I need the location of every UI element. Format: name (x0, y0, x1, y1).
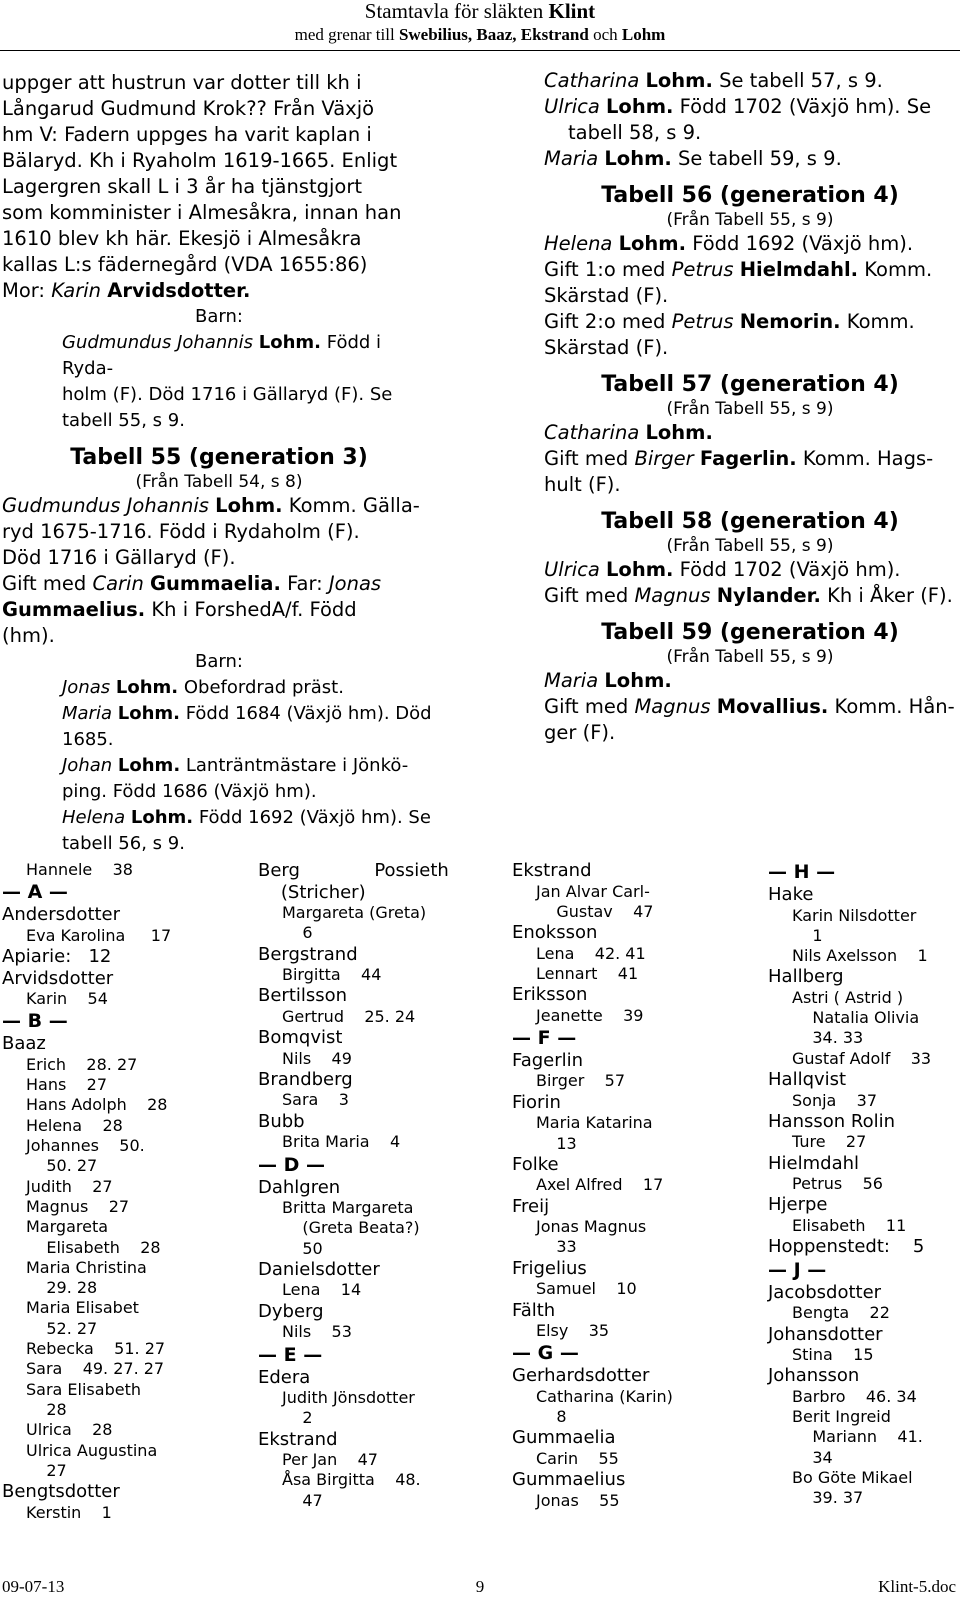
footer-filename: Klint-5.doc (878, 1577, 956, 1596)
index-given-name: Lennart 41 (536, 963, 639, 983)
marriage-line-cont: Gummaelius. Kh i ForshedA/f. Född (2, 598, 357, 621)
marriage-line-cont: Skärstad (F). (544, 284, 669, 307)
index-given-name: Elsy 35 (536, 1321, 610, 1341)
index-letter-heading: — F — (512, 1026, 577, 1049)
index-given-name: Jan Alvar Carl- (536, 881, 650, 901)
index-surname: Apiarie: 12 (2, 946, 112, 968)
index-given-name: 39. 37 (792, 1488, 864, 1508)
marriage-line: Gift med Carin Gummaelia. Far: Jonas (2, 572, 382, 595)
index-surname: Danielsdotter (258, 1258, 380, 1280)
marriage-line-cont: (hm). (2, 624, 55, 647)
text-column-right (544, 68, 956, 746)
index-surname: Brandberg (258, 1068, 353, 1090)
table-56-person: Helena Lohm. Född 1692 (Växjö hm). (544, 232, 914, 255)
index-surname: Hake (768, 884, 814, 905)
index-given-name: Åsa Birgitta 48. (282, 1470, 421, 1490)
text-column-left (2, 70, 436, 857)
index-given-name: 27 (26, 1460, 67, 1480)
index-surname: Edera (258, 1366, 311, 1388)
index-surname: Frigelius (512, 1257, 587, 1279)
index-surname: Eriksson (512, 984, 588, 1006)
index-letter-heading: — E — (258, 1343, 323, 1366)
index-given-name: Margareta (Greta) (282, 903, 427, 922)
marriage-line: Gift med Magnus Movallius. Komm. Hån- (544, 695, 955, 718)
index-given-name: Erich 28. 27 (26, 1054, 138, 1074)
index-surname: Enoksson (512, 922, 598, 944)
index-given-name: Catharina (Karin) (536, 1386, 673, 1406)
table-59-person: Maria Lohm. (544, 669, 672, 692)
intro-line: Bälaryd. Kh i Ryaholm 1619-1665. Enligt (2, 149, 398, 172)
index-given-name: Per Jan 47 (282, 1450, 378, 1470)
index-surname: Bengtsdotter (2, 1481, 120, 1503)
table-57-person: Catharina Lohm. (544, 421, 713, 444)
index-surname: Gummaelia (512, 1427, 616, 1449)
index-given-name: Ulrica 28 (26, 1420, 113, 1440)
index-given-name: 33 (536, 1237, 577, 1257)
index-given-name: Judith 27 (26, 1176, 113, 1196)
index-surname: Gummaelius (512, 1469, 626, 1491)
child-entry-cont: tabell 55, s 9. (62, 410, 185, 431)
index-given-name: Elisabeth 28 (26, 1237, 161, 1257)
index-surname: Baaz (2, 1033, 46, 1055)
index-given-name: Mariann 41. (792, 1427, 923, 1447)
index-surname: Freij (512, 1195, 550, 1217)
index-given-name: Berit Ingreid (792, 1407, 891, 1427)
index-given-name: Jeanette 39 (536, 1005, 644, 1025)
index-given-name: Sara 3 (282, 1090, 349, 1110)
index-surname: Bubb (258, 1110, 305, 1132)
index-given-name: Maria Elisabet (26, 1298, 139, 1318)
child-entry-cont: tabell 56, s 9. (62, 833, 185, 854)
index-column-2 (258, 860, 488, 1511)
index-surname: (Stricher) (258, 881, 366, 903)
footer-page-number: 9 (475, 1577, 485, 1596)
marriage-line-cont: hult (F). (544, 473, 621, 496)
child-entry: Maria Lohm. Född 1684 (Växjö hm). Död (62, 703, 432, 724)
marriage-line-cont: Skärstad (F). (544, 336, 669, 359)
index-given-name: 29. 28 (26, 1278, 98, 1298)
index-given-name: Margareta (26, 1217, 109, 1237)
index-given-name: Stina 15 (792, 1345, 874, 1365)
index-surname: Folke (512, 1153, 559, 1175)
index-given-name: 34 (792, 1447, 833, 1467)
index-given-name: Nils Axelsson 1 (792, 946, 928, 966)
index-given-name: Judith Jönsdotter (282, 1388, 415, 1408)
index-given-name: 28 (26, 1399, 67, 1419)
index-surname: Hoppenstedt: 5 (768, 1236, 925, 1258)
index-given-name: Gustav 47 (536, 901, 654, 921)
index-given-name: Sara Elisabeth (26, 1379, 141, 1399)
index-surname: Hallberg (768, 966, 844, 988)
child-entry-cont: ping. Född 1686 (Växjö hm). (62, 781, 317, 802)
marriage-line-cont: ger (F). (544, 721, 616, 744)
intro-line: som komminister i Almesåkra, innan han (2, 201, 402, 224)
index-surname: Johansson (768, 1365, 860, 1387)
index-letter-heading: — D — (258, 1153, 326, 1176)
index-column-4 (768, 860, 960, 1509)
index-given-name: Samuel 10 (536, 1279, 637, 1299)
index-given-name: Rebecka 51. 27 (26, 1339, 166, 1359)
child-entry-cont: 1685. (62, 729, 114, 750)
index-surname: Ekstrand (512, 860, 592, 881)
intro-line: Lagergren skall L i 3 år ha tjänstgjort (2, 175, 362, 198)
intro-line: kallas L:s fädernegård (VDA 1655:86) (2, 253, 368, 276)
footer-date: 09-07-13 (2, 1577, 65, 1596)
index-surname: Fiorin (512, 1091, 561, 1113)
child-entry: Catharina Lohm. Se tabell 57, s 9. (544, 69, 883, 92)
index-given-name: Ulrica Augustina (26, 1440, 158, 1460)
index-column-1 (2, 860, 242, 1523)
index-surname: Jacobsdotter (768, 1281, 882, 1303)
index-given-name: Ture 27 (792, 1132, 867, 1152)
mother-line: Mor: Karin Arvidsdotter. (2, 279, 251, 302)
index-given-name: Bengta 22 (792, 1303, 890, 1323)
index-surname: Ekstrand (258, 1428, 338, 1450)
index-given-name: 2 (282, 1408, 313, 1428)
index-letter-heading: — G — (512, 1342, 579, 1365)
index-given-name: 6 (282, 923, 313, 943)
index-letter-heading: — J — (768, 1258, 827, 1281)
index-given-name: Nils 49 (282, 1048, 352, 1068)
index-given-name: Sara 49. 27. 27 (26, 1359, 165, 1379)
child-entry: Helena Lohm. Född 1692 (Växjö hm). Se (62, 807, 431, 828)
index-given-name: Brita Maria 4 (282, 1132, 401, 1152)
index-surname: Johansdotter (768, 1323, 883, 1345)
intro-line: 1610 blev kh här. Ekesjö i Almesåkra (2, 227, 362, 250)
table-55-title: Tabell 55 (generation 3) (70, 445, 368, 470)
index-given-name: 50. 27 (26, 1156, 98, 1176)
child-entry: Ulrica Lohm. Född 1702 (Växjö hm). Se (544, 95, 932, 118)
table-58-title: Tabell 58 (generation 4) (601, 509, 899, 534)
marriage-line: Gift 2:o med Petrus Nemorin. Komm. (544, 310, 915, 333)
index-given-name: Kerstin 1 (26, 1502, 112, 1522)
index-given-name: Birger 57 (536, 1071, 625, 1091)
index-given-name: Lena 42. 41 (536, 943, 646, 963)
index-given-name: Gertrud 25. 24 (282, 1006, 416, 1026)
table-55-subtitle: (Från Tabell 54, s 8) (135, 472, 303, 492)
index-given-name: Sonja 37 (792, 1090, 878, 1110)
index-given-name: Karin 54 (26, 989, 108, 1009)
index-letter-heading: — B — (2, 1010, 68, 1033)
index-letter-heading: — A — (2, 881, 68, 904)
header-subtitle: med grenar till Swebilius, Baaz, Ekstrand och Lohm (294, 25, 666, 44)
index-given-name: 47 (282, 1490, 323, 1510)
marriage-line: Gift med Magnus Nylander. Kh i Åker (F). (544, 584, 953, 607)
table-59-subtitle: (Från Tabell 55, s 9) (666, 647, 834, 667)
index-given-name: 1 (792, 925, 823, 945)
child-entry: Johan Lohm. Lanträntmästare i Jönkö- (62, 755, 409, 776)
child-entry: Jonas Lohm. Obefordrad präst. (62, 677, 344, 698)
index-given-name: Jonas Magnus (536, 1217, 647, 1237)
child-entry-cont: tabell 58, s 9. (568, 121, 702, 144)
intro-line: uppger att hustrun var dotter till kh i (2, 71, 362, 94)
index-surname: Bomqvist (258, 1027, 343, 1049)
index-given-name: (Greta Beata?) (282, 1218, 420, 1238)
index-surname: Hallqvist (768, 1069, 847, 1091)
index-surname: Hielmdahl (768, 1152, 860, 1174)
index-surname: Gerhardsdotter (512, 1365, 650, 1387)
index-given-name: 13 (536, 1133, 577, 1153)
children-label: Barn: (195, 651, 243, 672)
child-entry-cont: holm (F). Död 1716 i Gällaryd (F). Se (62, 384, 393, 405)
table-55-person: Gudmundus Johannis Lohm. Komm. Gälla- (2, 494, 420, 517)
index-given-name: Lena 14 (282, 1280, 362, 1300)
index-given-name: Maria Katarina (536, 1113, 653, 1133)
intro-line: Långarud Gudmund Krok?? Från Växjö (2, 97, 375, 120)
index-given-name: Eva Karolina 17 (26, 925, 172, 945)
index-surname: Berg Possieth (258, 860, 449, 881)
child-entry: Gudmundus Johannis Lohm. Född i Ryda- (62, 332, 382, 379)
index-column-3 (512, 860, 742, 1511)
index-given-name: Jonas 55 (536, 1490, 620, 1510)
index-given-name: Britta Margareta (282, 1198, 414, 1218)
index-surname: Bergstrand (258, 943, 358, 965)
table-55-line: Död 1716 i Gällaryd (F). (2, 546, 236, 569)
index-given-name: Barbro 46. 34 (792, 1386, 917, 1406)
children-label: Barn: (195, 306, 243, 327)
index-given-name: Karin Nilsdotter (792, 905, 917, 925)
header-rule (0, 50, 960, 51)
index-given-name: 34. 33 (792, 1028, 864, 1048)
index-surname: Bertilsson (258, 985, 348, 1007)
table-56-title: Tabell 56 (generation 4) (601, 183, 899, 208)
index-given-name: Hans 27 (26, 1075, 108, 1095)
index-given-name: Gustaf Adolf 33 (792, 1048, 932, 1068)
index-given-name: 8 (536, 1407, 567, 1427)
index-given-name: Bo Göte Mikael (792, 1468, 913, 1488)
table-55-line: ryd 1675-1716. Född i Rydaholm (F). (2, 520, 360, 543)
marriage-line: Gift med Birger Fagerlin. Komm. Hags- (544, 447, 934, 470)
index-surname: Fälth (512, 1299, 556, 1321)
index-surname: Hjerpe (768, 1194, 828, 1216)
child-entry: Maria Lohm. Se tabell 59, s 9. (544, 147, 842, 170)
index-surname: Fagerlin (512, 1049, 584, 1071)
table-58-subtitle: (Från Tabell 55, s 9) (666, 536, 834, 556)
index-given-name: Natalia Olivia (792, 1008, 920, 1028)
index-given-name: 52. 27 (26, 1318, 98, 1338)
index-given-name: Helena 28 (26, 1115, 123, 1135)
index-given-name: Petrus 56 (792, 1174, 883, 1194)
index-given-name: Nils 53 (282, 1322, 352, 1342)
index-surname: Arvidsdotter (2, 967, 114, 989)
marriage-line: Gift 1:o med Petrus Hielmdahl. Komm. (544, 258, 933, 281)
index-given-name: Hans Adolph 28 (26, 1095, 168, 1115)
index-surname: Hansson Rolin (768, 1110, 895, 1132)
index-given-name: Axel Alfred 17 (536, 1175, 664, 1195)
index-surname: Dahlgren (258, 1176, 341, 1198)
table-57-subtitle: (Från Tabell 55, s 9) (666, 399, 834, 419)
index-surname: Andersdotter (2, 904, 121, 926)
intro-paragraph (2, 70, 436, 278)
index-letter-heading: — H — (768, 861, 836, 883)
index-given-name: Carin 55 (536, 1448, 619, 1468)
table-59-title: Tabell 59 (generation 4) (601, 620, 899, 645)
intro-line: hm V: Fadern uppges ha varit kaplan i (2, 123, 372, 146)
table-58-person: Ulrica Lohm. Född 1702 (Växjö hm). (544, 558, 901, 581)
header-title: Stamtavla för släkten Klint (364, 0, 596, 23)
index-given-name: 50 (282, 1238, 323, 1258)
index-given-name: Birgitta 44 (282, 965, 382, 985)
table-57-title: Tabell 57 (generation 4) (601, 372, 899, 397)
index-given-name: Astri ( Astrid ) (792, 987, 904, 1007)
index-given-name: Hannele 38 (26, 860, 133, 879)
index-given-name: Johannes 50. (26, 1136, 145, 1156)
index-given-name: Elisabeth 11 (792, 1215, 907, 1235)
index-given-name: Maria Christina (26, 1257, 147, 1277)
index-given-name: Magnus 27 (26, 1196, 130, 1216)
table-56-subtitle: (Från Tabell 55, s 9) (666, 210, 834, 230)
index-surname: Dyberg (258, 1300, 324, 1322)
